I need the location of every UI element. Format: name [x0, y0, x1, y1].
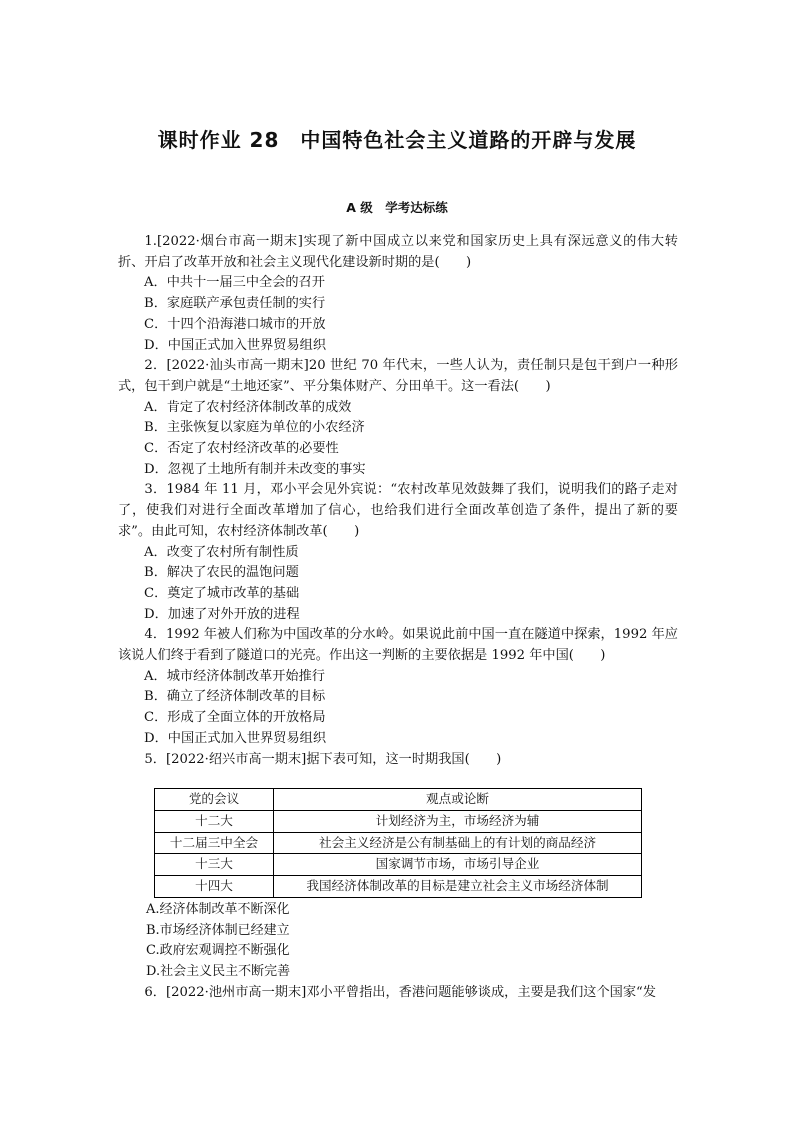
- table-header: 党的会议: [155, 789, 274, 811]
- page-title: 课时作业 28 中国特色社会主义道路的开辟与发展: [157, 128, 637, 152]
- question-stem: 5．[2022·绍兴市高一期末]据下表可知，这一时期我国( ): [144, 751, 502, 767]
- question-list: [118, 232, 678, 1003]
- option-a: A．改变了农村所有制性质: [144, 544, 299, 560]
- question-5: [118, 750, 678, 983]
- table-cell: 十二届三中全会: [155, 832, 274, 854]
- option-d: D．中国正式加入世界贸易组织: [144, 730, 327, 746]
- option-d: D．忽视了土地所有制并未改变的事实: [144, 461, 366, 477]
- table-row: [155, 854, 642, 876]
- question-stem: 1.[2022·烟台市高一期末]实现了新中国成立以来党和国家历史上具有深远意义的伟大转折、开启了改革开放和社会主义现代化建设新时期的是( ): [118, 234, 678, 270]
- table-header-row: [155, 789, 642, 811]
- option-b: B．确立了经济体制改革的目标: [144, 689, 326, 705]
- table-row: [155, 876, 642, 898]
- question-1: [118, 232, 678, 356]
- option-c: C．形成了全面立体的开放格局: [144, 710, 326, 726]
- table-cell: 十三大: [155, 854, 274, 876]
- option-a: A．肯定了农村经济体制改革的成效: [144, 399, 352, 415]
- option-a: A.经济体制改革不断深化: [146, 901, 290, 917]
- question-6: [118, 983, 678, 1004]
- question-stem: 2．[2022·汕头市高一期末]20 世纪 70 年代末，一些人认为，责任制只是包干到户一种形式，包干到户就是“土地还家”、平分集体财产、分田单干。这一看法( ): [118, 358, 678, 394]
- table-row: [155, 810, 642, 832]
- question-stem: 6．[2022·池州市高一期末]邓小平曾指出，香港问题能够谈成，主要是我们这个国家“发: [144, 984, 656, 1000]
- table-cell: 计划经济为主，市场经济为辅: [274, 810, 642, 832]
- table-cell: 十二大: [155, 810, 274, 832]
- table-header: 观点或论断: [274, 789, 642, 811]
- option-c: C.政府宏观调控不断强化: [146, 943, 290, 959]
- question-stem: 3．1984 年 11 月，邓小平会见外宾说：“农村改革见效鼓舞了我们，说明我们的路子走对了，使我们对进行全面改革增加了信心，也给我们进行全面改革创造了条件，提出了新的要求”。由此可知，农村经济体制改革( ): [118, 482, 678, 539]
- option-c: C．十四个沿海港口城市的开放: [144, 316, 326, 332]
- option-b: B．家庭联产承包责任制的实行: [144, 296, 326, 312]
- option-d: D．加速了对外开放的进程: [144, 606, 300, 622]
- option-c: C．奠定了城市改革的基础: [144, 585, 300, 601]
- option-d: D．中国正式加入世界贸易组织: [144, 337, 327, 353]
- question-4: [118, 625, 678, 749]
- data-table: [154, 788, 642, 898]
- option-a: A．城市经济体制改革开始推行: [144, 668, 325, 684]
- table-cell: 我国经济体制改革的目标是建立社会主义市场经济体制: [274, 876, 642, 898]
- table-cell: 国家调节市场，市场引导企业: [274, 854, 642, 876]
- table-row: [155, 832, 642, 854]
- option-b: B．解决了农民的温饱问题: [144, 565, 299, 581]
- question-2: [118, 356, 678, 480]
- question-3: [118, 480, 678, 625]
- section-heading: A 级 学考达标练: [346, 200, 448, 215]
- table-cell: 十四大: [155, 876, 274, 898]
- question-stem: 4．1992 年被人们称为中国改革的分水岭。如果说此前中国一直在隧道中探索，1992 年应该说人们终于看到了隧道口的光亮。作出这一判断的主要依据是 1992 年中国( ): [118, 627, 678, 664]
- option-d: D.社会主义民主不断完善: [146, 963, 291, 979]
- option-a: A．中共十一届三中全会的召开: [144, 275, 325, 291]
- table-cell: 社会主义经济是公有制基础上的有计划的商品经济: [274, 832, 642, 854]
- option-b: B．主张恢复以家庭为单位的小农经济: [144, 420, 365, 436]
- option-b: B.市场经济体制已经建立: [146, 922, 290, 938]
- option-c: C．否定了农村经济改革的必要性: [144, 441, 339, 457]
